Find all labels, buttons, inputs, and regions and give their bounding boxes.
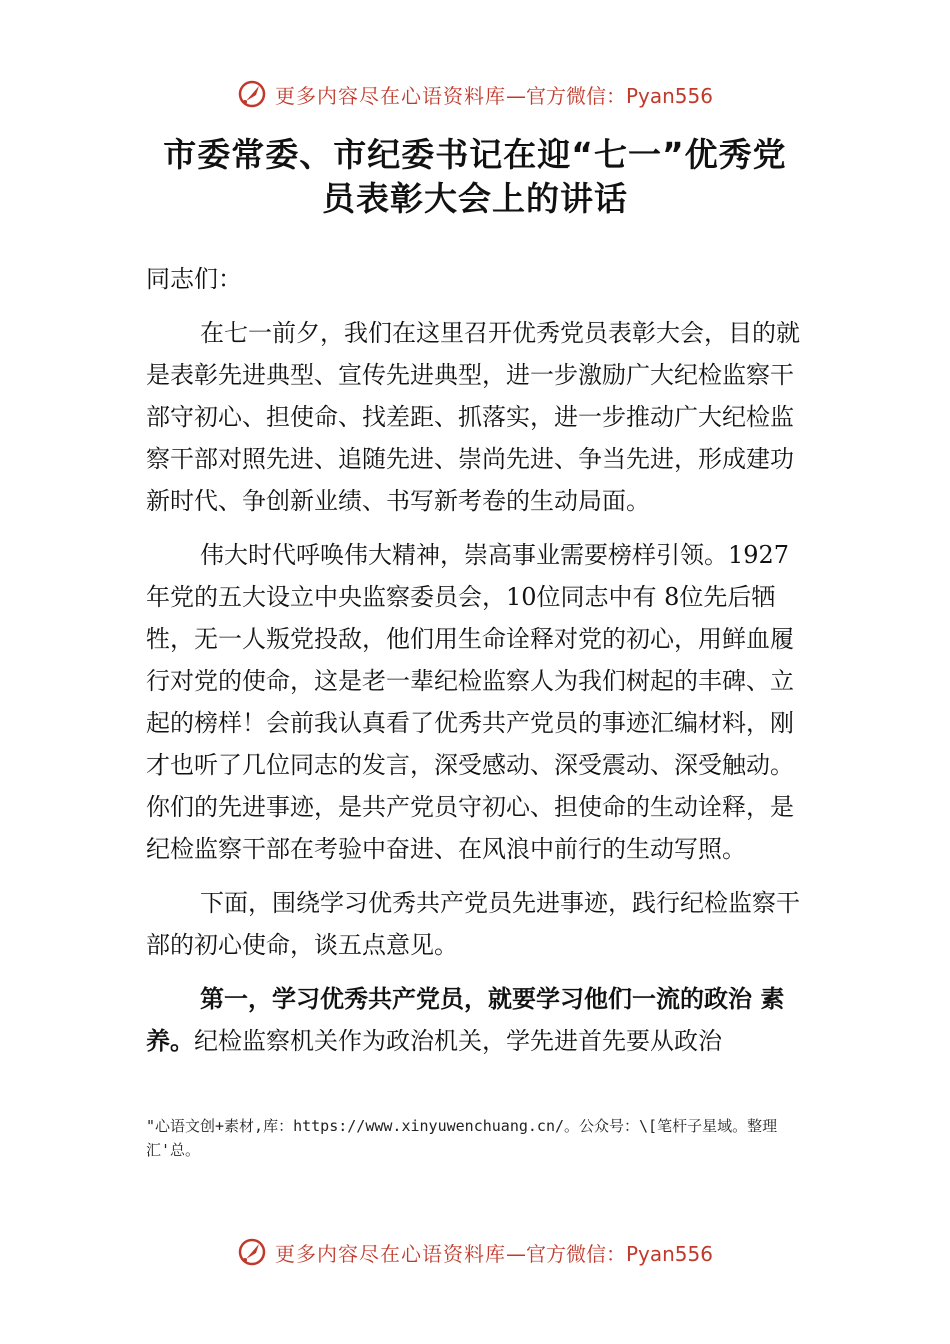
page-title <box>0 133 950 221</box>
quill-circle-icon <box>237 1237 267 1267</box>
paragraph-4-text: 纪检监察机关作为政治机关，学先进首先要从政治 <box>194 1027 722 1055</box>
banner-wechat: —官方微信：Pyan556 <box>505 1241 713 1266</box>
paragraph-4-heading: 第一，学习优秀共产党员，就要学习他们一流的政治 素养。 <box>146 985 785 1055</box>
paragraph-2: 伟大时代呼唤伟大精神，崇高事业需要榜样引领。1927年党的五大设立中央监察委员会，10位同志中有 8位先后牺牲，无一人叛党投敌，他们用生命诠释对党的初心，用鲜血履行对党的使命，这是老一辈纪检监察人为我们树起的丰碑、立起的榜样！会前我认真看了优秀共产党员的事迹汇编材料，刚才也听了几位同志的发言，深受感动、深受震动、深受触动。你们的先进事迹，是共产党员守初心、担使命的生动诠释，是纪检监察干部在考验中奋进、在风浪中前行的生动写照。 <box>146 541 794 863</box>
title-line-2: 员表彰大会上的讲话 <box>322 179 628 218</box>
source-note: "心语文创+素材,库：https://www.xinyuwenchuang.cn/。公众号：\[笔杆子星域。整理汇'总。 <box>146 1117 778 1159</box>
banner-brand: 更多内容尽在心语资料库 <box>274 1241 506 1266</box>
footer-banner <box>0 1232 950 1272</box>
speech-body <box>146 258 806 1062</box>
header-banner <box>0 74 950 114</box>
title-line-1: 市委常委、市纪委书记在迎“七一”优秀党 <box>163 135 787 174</box>
paragraph-3: 下面，围绕学习优秀共产党员先进事迹，践行纪检监察干部的初心使命，谈五点意见。 <box>146 889 800 959</box>
banner-brand: 更多内容尽在心语资料库 <box>274 83 506 108</box>
banner-wechat: —官方微信：Pyan556 <box>505 83 713 108</box>
paragraph-1: 在七一前夕，我们在这里召开优秀党员表彰大会，目的就是表彰先进典型、宣传先进典型，进一步激励广大纪检监察干部守初心、担使命、找差距、抓落实，进一步推动广大纪检监察干部对照先进、追随先进、崇尚先进、争当先进，形成建功新时代、争创新业绩、书写新考卷的生动局面。 <box>146 319 800 515</box>
paragraph-4 <box>146 978 806 1062</box>
quill-circle-icon <box>237 79 267 109</box>
greeting: 同志们： <box>146 265 242 293</box>
